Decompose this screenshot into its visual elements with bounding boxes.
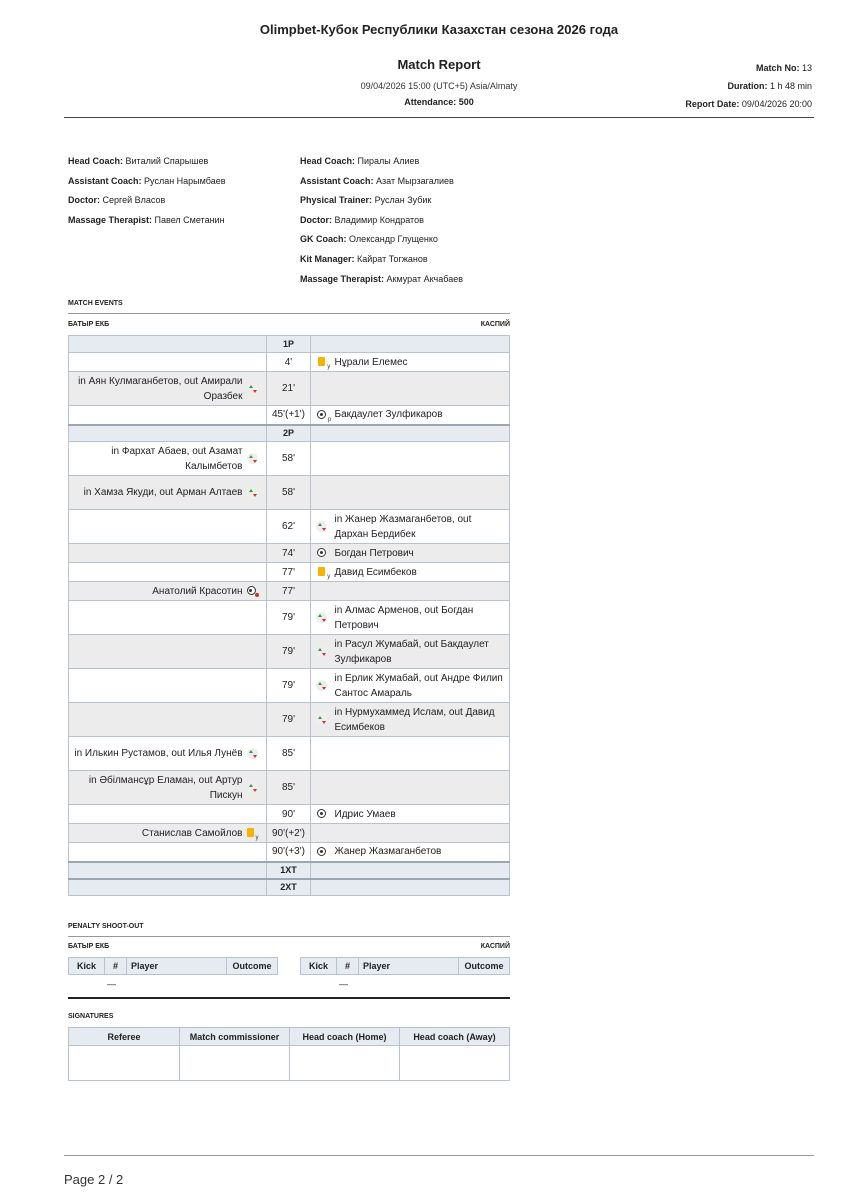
- staff-role: Doctor:: [68, 195, 100, 206]
- event-away-icon-cell: [311, 353, 333, 372]
- period-home-cell: [69, 879, 267, 896]
- event-row: [69, 669, 510, 703]
- events-team-header: [68, 321, 510, 328]
- staff-name: Руслан Нарымбаев: [144, 175, 226, 186]
- period-label: 2XT: [267, 879, 311, 896]
- event-row: [69, 353, 510, 372]
- period-label: 1P: [267, 336, 311, 353]
- event-home-icon-cell: [245, 544, 267, 563]
- period-home-cell: [69, 862, 267, 879]
- penalty-home-empty: —: [107, 979, 116, 989]
- penalty-home-team: БАТЫР ЕКБ: [68, 943, 110, 950]
- staff-role: Head Coach:: [68, 156, 124, 166]
- staff-row: [68, 152, 225, 172]
- event-home-icon-cell: [245, 635, 267, 669]
- event-away-icon-cell: [311, 824, 333, 843]
- events-home-team: БАТЫР ЕКБ: [68, 321, 110, 328]
- event-row: [69, 372, 510, 406]
- event-row: [69, 805, 510, 824]
- event-home-icon-cell: [245, 353, 267, 372]
- event-away-player: [333, 442, 510, 476]
- event-home-icon-cell: [245, 582, 267, 601]
- event-away-icon-cell: [311, 635, 333, 669]
- event-away-player: Бакдаулет Зулфикаров: [333, 406, 510, 425]
- substitution-icon: [247, 487, 258, 498]
- event-away-player: in Жанер Жазмаганбетов, out Дархан Бердибек: [333, 510, 510, 544]
- staff-role: Assistant Coach:: [68, 175, 142, 186]
- event-away-icon-cell: [311, 843, 333, 862]
- event-away-icon-cell: [311, 703, 333, 737]
- event-minute: 79': [267, 703, 311, 737]
- penalty-col-player: Player: [359, 958, 459, 975]
- penalty-col-player: Player: [127, 958, 227, 975]
- event-home-player: in Хамза Якуди, out Арман Алтаев: [69, 476, 245, 510]
- event-away-icon-cell: [311, 406, 333, 425]
- event-home-player: [69, 805, 245, 824]
- signatures-table: [68, 1027, 510, 1081]
- attendance-label: Attendance:: [404, 97, 457, 107]
- event-home-player: [69, 406, 245, 425]
- event-row: [69, 563, 510, 582]
- staff-row: [68, 172, 225, 192]
- substitution-icon: [247, 383, 258, 394]
- event-home-icon-cell: [245, 771, 267, 805]
- attendance-value: 500: [458, 97, 474, 107]
- period-row: [69, 425, 510, 442]
- period-label: 2P: [267, 425, 311, 442]
- goal-icon: [317, 847, 326, 856]
- penalty-away-table: [300, 957, 510, 975]
- match-number-label: Match No:: [755, 63, 800, 73]
- staff-name: Сергей Власов: [102, 195, 166, 206]
- staff-name: Кайрат Тогжанов: [357, 253, 428, 264]
- event-away-icon-cell: [311, 669, 333, 703]
- penalty-col-kick: Kick: [69, 958, 105, 975]
- event-away-player: Идрис Умаев: [333, 805, 510, 824]
- event-away-icon-cell: [311, 805, 333, 824]
- event-away-icon-cell: [311, 442, 333, 476]
- period-row: [69, 879, 510, 896]
- event-minute: 4': [267, 353, 311, 372]
- event-home-icon-cell: [245, 843, 267, 862]
- event-home-icon-cell: [245, 805, 267, 824]
- own-goal-icon: [247, 586, 256, 595]
- yellow-card-icon: [247, 828, 254, 837]
- substitution-icon: [316, 612, 327, 623]
- staff-role: GK Coach:: [300, 234, 347, 245]
- event-away-player: in Алмас Арменов, out Богдан Петрович: [333, 601, 510, 635]
- penalty-home-table: [68, 957, 278, 975]
- event-away-player: [333, 771, 510, 805]
- yellow-card-icon: [318, 357, 325, 366]
- event-minute: 21': [267, 372, 311, 406]
- event-away-icon-cell: [311, 737, 333, 771]
- events-away-team: КАСПИЙ: [480, 321, 510, 328]
- report-header: [64, 14, 814, 118]
- goal-icon: [317, 548, 326, 557]
- event-home-player: in Аян Кулмаганбетов, out Амирали Оразбек: [69, 372, 245, 406]
- event-home-icon-cell: [245, 372, 267, 406]
- event-minute: 85': [267, 737, 311, 771]
- staff-name: Пиралы Алиев: [357, 156, 420, 166]
- section-divider-thick: [68, 997, 510, 999]
- staff-row: [300, 230, 463, 250]
- event-row: [69, 476, 510, 510]
- match-number-value: 13: [801, 63, 812, 73]
- period-home-cell: [69, 425, 267, 442]
- period-away-cell: [311, 862, 510, 879]
- penalty-col-outcome: Outcome: [227, 958, 278, 975]
- event-away-player: [333, 737, 510, 771]
- staff-name: Павел Сметанин: [154, 214, 225, 225]
- substitution-icon: [316, 646, 327, 657]
- event-home-player: [69, 703, 245, 737]
- signature-col-referee: Referee: [69, 1028, 180, 1046]
- event-away-icon-cell: [311, 372, 333, 406]
- signature-col-head-coach-away: Head coach (Away): [400, 1028, 510, 1046]
- period-row: [69, 862, 510, 879]
- event-minute: 79': [267, 601, 311, 635]
- event-away-icon-cell: [311, 601, 333, 635]
- yellow-card-icon: [318, 567, 325, 576]
- event-away-icon-cell: [311, 582, 333, 601]
- event-row: [69, 737, 510, 771]
- event-minute: 74': [267, 544, 311, 563]
- event-away-player: Нұрали Елемес: [333, 353, 510, 372]
- event-away-icon-cell: [311, 476, 333, 510]
- event-home-player: Станислав Самойлов: [69, 824, 245, 843]
- event-home-icon-cell: [245, 669, 267, 703]
- event-home-player: [69, 635, 245, 669]
- staff-name: Руслан Зубик: [374, 195, 432, 206]
- staff-name: Владимир Кондратов: [334, 214, 424, 225]
- penalty-col-kick: Kick: [301, 958, 337, 975]
- signature-box-commissioner: [180, 1046, 290, 1081]
- match-number: [756, 63, 812, 73]
- event-row: [69, 510, 510, 544]
- duration-label: Duration:: [727, 81, 768, 91]
- staff-row: [300, 270, 463, 290]
- period-away-cell: [311, 879, 510, 896]
- penalty-col-outcome: Outcome: [459, 958, 510, 975]
- report-title: Match Report: [397, 57, 481, 72]
- event-away-player: in Расул Жумабай, out Бакдаулет Зулфикаров: [333, 635, 510, 669]
- staff-row: [300, 211, 463, 231]
- report-date-label: Report Date:: [685, 99, 740, 109]
- period-away-cell: [311, 425, 510, 442]
- event-away-player: [333, 824, 510, 843]
- event-row: [69, 824, 510, 843]
- staff-name: Виталий Спарышев: [125, 156, 209, 166]
- event-away-player: Давид Есимбеков: [333, 563, 510, 582]
- penalty-goal-icon: [317, 410, 326, 419]
- staff-row: [68, 211, 225, 231]
- event-away-player: [333, 582, 510, 601]
- staff-role: Kit Manager:: [300, 253, 355, 264]
- substitution-icon: [316, 714, 327, 725]
- staff-row: [300, 152, 463, 172]
- period-row: [69, 336, 510, 353]
- match-events-table: [68, 335, 510, 896]
- match-datetime: 09/04/2026 15:00 (UTC+5) Asia/Almaty: [360, 81, 518, 91]
- event-minute: 77': [267, 563, 311, 582]
- event-home-icon-cell: [245, 601, 267, 635]
- signatures-title: SIGNATURES: [68, 1013, 114, 1020]
- penalty-col-number: #: [337, 958, 359, 975]
- event-minute: 45'(+1'): [267, 406, 311, 425]
- substitution-icon: [247, 453, 258, 464]
- event-home-icon-cell: [245, 703, 267, 737]
- event-away-player: in Ерлик Жумабай, out Андре Филип Сантос Амараль: [333, 669, 510, 703]
- event-home-player: Анатолий Красотин: [69, 582, 245, 601]
- staff-name: Олександр Глущенко: [349, 234, 438, 245]
- staff-row: [300, 172, 463, 192]
- event-away-icon-cell: [311, 771, 333, 805]
- event-away-icon-cell: [311, 510, 333, 544]
- substitution-icon: [316, 521, 327, 532]
- event-home-player: [69, 353, 245, 372]
- event-minute: 79': [267, 669, 311, 703]
- penalty-team-header: [68, 943, 510, 950]
- event-home-icon-cell: [245, 737, 267, 771]
- event-away-player: [333, 372, 510, 406]
- match-duration: [727, 81, 812, 91]
- staff-row: [68, 191, 225, 211]
- event-minute: 58': [267, 476, 311, 510]
- substitution-icon: [247, 782, 258, 793]
- section-divider: [68, 936, 510, 937]
- event-minute: 90'(+2'): [267, 824, 311, 843]
- staff-role: Head Coach:: [300, 156, 356, 166]
- match-events-title: MATCH EVENTS: [68, 300, 123, 307]
- event-minute: 58': [267, 442, 311, 476]
- staff-role: Massage Therapist:: [300, 273, 385, 284]
- signature-box-head-coach-home: [290, 1046, 400, 1081]
- period-label: 1XT: [267, 862, 311, 879]
- report-date: [685, 99, 812, 109]
- staff-name: Азат Мырзагалиев: [376, 175, 454, 186]
- event-minute: 90'(+3'): [267, 843, 311, 862]
- staff-row: [300, 250, 463, 270]
- event-home-player: [69, 544, 245, 563]
- event-row: [69, 582, 510, 601]
- event-row: [69, 601, 510, 635]
- away-staff-list: [300, 152, 463, 289]
- event-home-player: in Фархат Абаев, out Азамат Калымбетов: [69, 442, 245, 476]
- substitution-icon: [247, 748, 258, 759]
- penalty-away-empty: —: [339, 979, 348, 989]
- event-row: [69, 406, 510, 425]
- event-home-player: [69, 563, 245, 582]
- event-home-player: in Илькин Рустамов, out Илья Лунёв: [69, 737, 245, 771]
- event-row: [69, 843, 510, 862]
- penalty-away-team: КАСПИЙ: [480, 943, 510, 950]
- duration-value: 1 h 48 min: [769, 81, 812, 91]
- event-row: [69, 544, 510, 563]
- staff-row: [300, 191, 463, 211]
- home-staff-list: [68, 152, 225, 230]
- period-away-cell: [311, 336, 510, 353]
- event-home-icon-cell: [245, 476, 267, 510]
- event-home-player: [69, 510, 245, 544]
- penalty-title: PENALTY SHOOT-OUT: [68, 923, 144, 930]
- goal-icon: [317, 809, 326, 818]
- event-away-player: Богдан Петрович: [333, 544, 510, 563]
- event-row: [69, 771, 510, 805]
- signature-box-referee: [69, 1046, 180, 1081]
- event-row: [69, 635, 510, 669]
- footer-divider: [64, 1155, 814, 1156]
- substitution-icon: [316, 680, 327, 691]
- signature-col-commissioner: Match commissioner: [180, 1028, 290, 1046]
- event-home-icon-cell: [245, 510, 267, 544]
- event-home-player: [69, 669, 245, 703]
- event-home-icon-cell: [245, 442, 267, 476]
- event-away-player: Жанер Жазмаганбетов: [333, 843, 510, 862]
- event-home-player: [69, 843, 245, 862]
- signature-box-head-coach-away: [400, 1046, 510, 1081]
- event-minute: 79': [267, 635, 311, 669]
- event-away-icon-cell: [311, 563, 333, 582]
- event-away-player: [333, 476, 510, 510]
- section-divider: [68, 313, 510, 314]
- period-home-cell: [69, 336, 267, 353]
- report-date-value: 09/04/2026 20:00: [741, 99, 812, 109]
- competition-title: Olimpbet-Кубок Республики Казахстан сезона 2026 года: [259, 22, 619, 37]
- event-home-icon-cell: [245, 563, 267, 582]
- event-row: [69, 442, 510, 476]
- event-minute: 62': [267, 510, 311, 544]
- event-minute: 77': [267, 582, 311, 601]
- signature-col-head-coach-home: Head coach (Home): [290, 1028, 400, 1046]
- staff-role: Physical Trainer:: [300, 195, 373, 206]
- event-home-icon-cell: [245, 824, 267, 843]
- event-away-player: in Нурмухаммед Ислам, out Давид Есимбеков: [333, 703, 510, 737]
- event-home-icon-cell: [245, 406, 267, 425]
- penalty-col-number: #: [105, 958, 127, 975]
- staff-name: Акмурат Акчабаев: [386, 273, 463, 284]
- staff-role: Doctor:: [300, 214, 332, 225]
- staff-role: Massage Therapist:: [68, 214, 153, 225]
- event-home-player: in Әбілмансұр Еламан, out Артур Пискун: [69, 771, 245, 805]
- event-minute: 90': [267, 805, 311, 824]
- event-home-player: [69, 601, 245, 635]
- event-row: [69, 703, 510, 737]
- event-away-icon-cell: [311, 544, 333, 563]
- page-number: Page 2 / 2: [64, 1172, 124, 1187]
- event-minute: 85': [267, 771, 311, 805]
- staff-role: Assistant Coach:: [300, 175, 374, 186]
